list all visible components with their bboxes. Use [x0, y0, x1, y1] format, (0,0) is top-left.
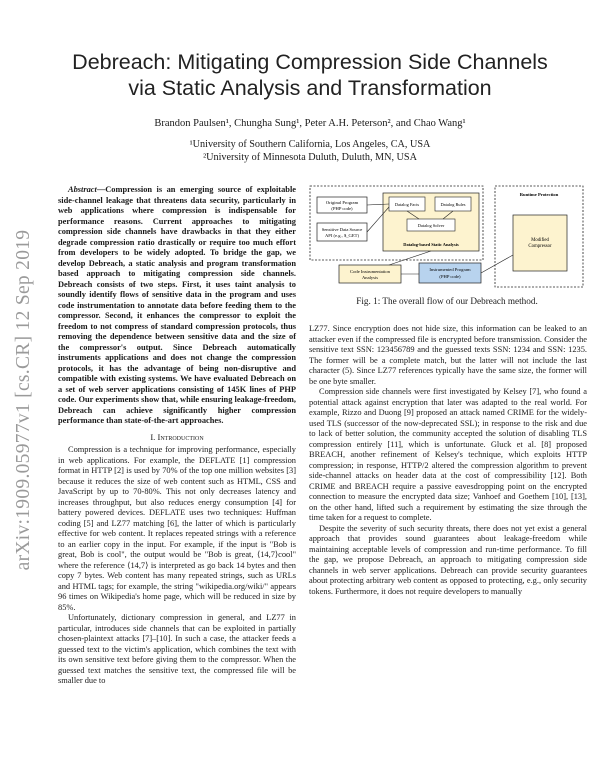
right-paragraph-3: Despite the severity of such security threats, there does not yet exist a general approach that provides sound guarantees about leakage-freedom while maintaining acceptable levels of compression and run-time performance. To fill the gap, we propose Debreach, an approach to mitigating compression side channels in web server applications. Debreach can provide security guarantees about protecting arbitrary web content as opposed to protecting, e.g., only security tokens. Furthermore, it does not require developers to manually [309, 523, 587, 596]
code-instrumentation-sub: Analysis [361, 275, 379, 280]
title-line-2: via Static Analysis and Transformation [128, 76, 492, 100]
right-paragraph-2: Compression side channels were first investigated by Kelsey [7], who found a potential attack against encryption that later was adapted to the real world. For example, Rizzo and Duong [9] proposed an attack named CRIME for the widely-used TLS (successor of the now-deprecated SSL); in response to the risk and due to lack of better solution, the community accepted the solution of disabling TLS compression entirely [11], which is unfortunate. Gluck et al. [8] proposed BREACH, another refinement of Kelsey's technique, which exploits HTTP compression; in response, HTTP/2 altered the compression algorithm to prevent side-channel attacks on header data at the cost of compressibility [12]. Both CRIME and BREACH require a passive eavesdropping point on the encrypted connection to measure the encrypted data size; Vanhoef and Goethem [10], [13], on the other hand, lifted such a requirement by estimating the size through the time taken for a request to complete. [309, 387, 587, 522]
left-column [58, 185, 296, 687]
original-program-label: Original Program [325, 200, 359, 205]
arrow-program-to-compressor [481, 255, 513, 273]
abstract [58, 185, 296, 427]
analysis-caption-label: Datalog-based Static Analysis [403, 242, 459, 247]
intro-paragraph-1: Compression is a technique for improving performance, especially in web applications. For example, the DEFLATE [1] compression format in HTTP [2] is used by 70% of the top one million websites [3] because it reduces the size of web content such as HTML, CSS and JavaScript by up to 70-80%. This not only decreases latency and increases throughput, but also reduces energy consumption [4] for battery powered devices. DEFLATE uses two techniques: Huffman coding [5] and LZ77 matching [6], the latter of which is particularly effective for web content. It replaces repeated strings with a reference to an earlier copy in the input. For example, if the input is "Bob is great, Bob is cool", the output would be "Bob is great, ⟨14,7⟩cool" where the reference ⟨14,7⟩ is interpreted as go back 14 bytes and then copy 7 bytes. Web content has many repeated strings, such as URLs and HTML tags; for example, the string "wikipedia.org/wiki/" appears 96 times on Wikipedia's home page, which will be reduced in size by 85%. [58, 445, 296, 612]
runtime-protection-label: Runtime Protection [519, 192, 559, 197]
affiliation-1: ¹University of Southern California, Los Angeles, CA, USA [189, 139, 431, 150]
instrumented-program-label: Instrumented Program [429, 267, 471, 272]
abstract-text: —Compression is an emerging source of exploitable side-channel leakage that threatens data security, particularly in web applications where compression is indispensable for performance reasons. Current approaches to mitigating compression side channels have drawbacks in that they either degrade compression ratio drastically or require too much effort from developers to be widely adopted. To bridge the gap, we develop Debreach, a static analysis and program transformation based approach to mitigating compression side channels. Debreach consists of two steps. First, it uses taint analysis to soundly identify flows of sensitive data in the program and uses code instrumentation to annotate data before feeding them to the compressor. Second, it enhances the compressor to exploit the freedom to not compress of standard compression protocols, thus removing the dependence between sensitive data and the size of the compressor's output. Since Debreach automatically instruments applications and does not change the compression protocols, it has the advantage of being non-disruptive and compatible with existing systems. We have evaluated Debreach on a set of web server applications consisting of 145K lines of PHP code. Our experiments show that, while ensuring leakage-freedom, Debreach can achieve significantly higher compression performance than state-of-the-art approaches. [58, 185, 296, 425]
sensitive-api-label: API (e.g., $_GET) [324, 233, 360, 238]
figure-caption: Fig. 1: The overall flow of our Debreach method. [356, 296, 538, 306]
code-instrumentation-label: Code Instrumentation [350, 269, 390, 274]
original-program-code: (PHP code) [331, 206, 353, 211]
arxiv-id-text: arXiv:1909.05977v1 [cs.CR] 12 Sep 2019 [13, 229, 34, 571]
affiliation-2: ²University of Minnesota Duluth, Duluth, MN, USA [203, 152, 417, 163]
right-paragraph-1: LZ77. Since encryption does not hide size, this information can be leaked to an attacker even if the compressed file is encrypted before transmission. Consider the sensitive text SSN: 123456789 and the guessed texts SSN: 1234 and SSN: 1235. The former will be a complete match, but the latter will not include the last character (5). Since LZ77 references typically have the same size, the former will be one byte smaller. [309, 324, 587, 386]
modified-compressor-node [513, 215, 567, 271]
instrumented-program-node [419, 263, 481, 283]
overall-flow-figure [309, 185, 585, 289]
paper-title [60, 49, 560, 101]
datalog-solver-label: Datalog Solver [417, 223, 445, 228]
datalog-rules-label: Datalog Rules [440, 202, 466, 207]
sensitive-source-label: Sensitive Data Source [321, 227, 363, 232]
datalog-facts-label: Datalog Facts [394, 202, 420, 207]
modified-compressor-label: Modified [531, 238, 549, 243]
instrumented-program-code: (PHP code) [439, 274, 461, 279]
modified-compressor-sub: Compressor [528, 244, 552, 249]
abstract-label: Abstract [68, 185, 97, 194]
right-column [309, 324, 587, 597]
title-line-1: Debreach: Mitigating Compression Side Channels [72, 50, 548, 74]
affiliations [60, 138, 560, 164]
author-list: Brandon Paulsen¹, Chungha Sung¹, Peter A.H. Peterson², and Chao Wang¹ [154, 118, 466, 129]
code-instrumentation-node [339, 265, 401, 283]
intro-paragraph-2: Unfortunately, dictionary compression in general, and LZ77 in particular, introduces side channels that can be exploited in partially chosen-plaintext attacks [7]–[10]. In such a case, the attacker feeds a guessed text to the victim's application, which combines the text with its own sensitive text before giving them to the compressor. When the guessed text matches the sensitive text, the compressed file will be smaller due to [58, 613, 296, 685]
section-heading-introduction: I. Introduction [150, 431, 204, 442]
sensitive-source-node [317, 223, 367, 241]
arxiv-identifier [4, 200, 44, 600]
